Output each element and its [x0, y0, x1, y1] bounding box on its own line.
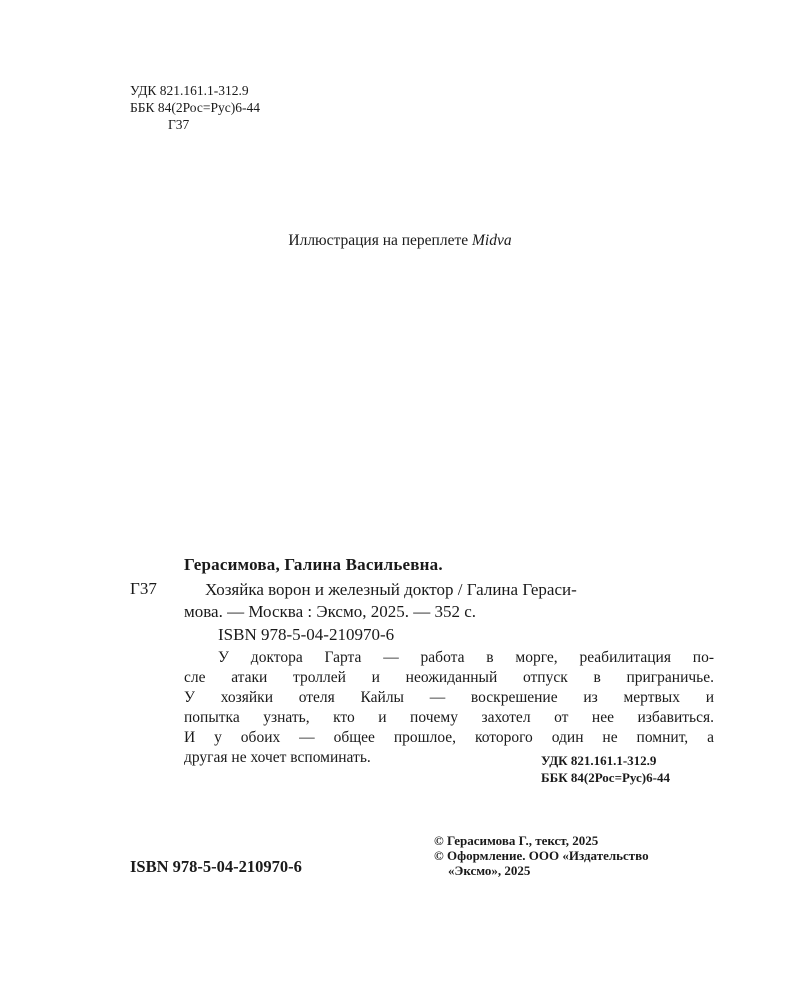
top-classification-codes	[130, 82, 260, 133]
copyright-block	[434, 833, 649, 878]
illustration-credit	[0, 232, 800, 250]
annotation-line: У доктора Гарта — работа в морге, реабилитация по-	[218, 649, 714, 666]
annotation-line: другая не хочет вспоминать.	[184, 749, 371, 766]
card-author-mark: Г37	[130, 579, 157, 598]
top-bbk: ББК 84(2Рос=Рус)6-44	[130, 100, 260, 115]
card-bbk: ББК 84(2Рос=Рус)6-44	[541, 770, 670, 785]
card-title-line-1: Хозяйка ворон и железный доктор / Галина Гераси-	[205, 580, 577, 599]
copyright-design: © Оформление. ООО «Издательство	[434, 848, 649, 863]
annotation-line: У хозяйки отеля Кайлы — воскрешение из мертвых и	[184, 689, 714, 706]
annotation-line: И у обоих — общее прошлое, которого один не помнит, а	[184, 729, 714, 746]
card-title-line-2: мова. — Москва : Эксмо, 2025. — 352 с.	[184, 602, 477, 621]
card-classification-codes	[541, 752, 670, 786]
copyright-design-cont: «Эксмо», 2025	[448, 863, 531, 878]
illustration-label: Иллюстрация на переплете	[288, 232, 469, 249]
card-annotation	[184, 648, 714, 768]
top-udk: УДК 821.161.1-312.9	[130, 83, 249, 98]
card-isbn: ISBN 978-5-04-210970-6	[218, 625, 395, 644]
card-udk: УДК 821.161.1-312.9	[541, 753, 657, 768]
card-author: Герасимова, Галина Васильевна.	[184, 555, 443, 574]
bottom-isbn: ISBN 978-5-04-210970-6	[130, 857, 302, 876]
top-author-mark: Г37	[168, 117, 190, 132]
illustration-artist: Midva	[472, 232, 512, 249]
copyright-text: © Герасимова Г., текст, 2025	[434, 833, 599, 848]
annotation-line: попытка узнать, кто и почему захотел от нее избавиться.	[184, 709, 714, 726]
annotation-line: сле атаки троллей и неожиданный отпуск в приграничье.	[184, 669, 714, 686]
